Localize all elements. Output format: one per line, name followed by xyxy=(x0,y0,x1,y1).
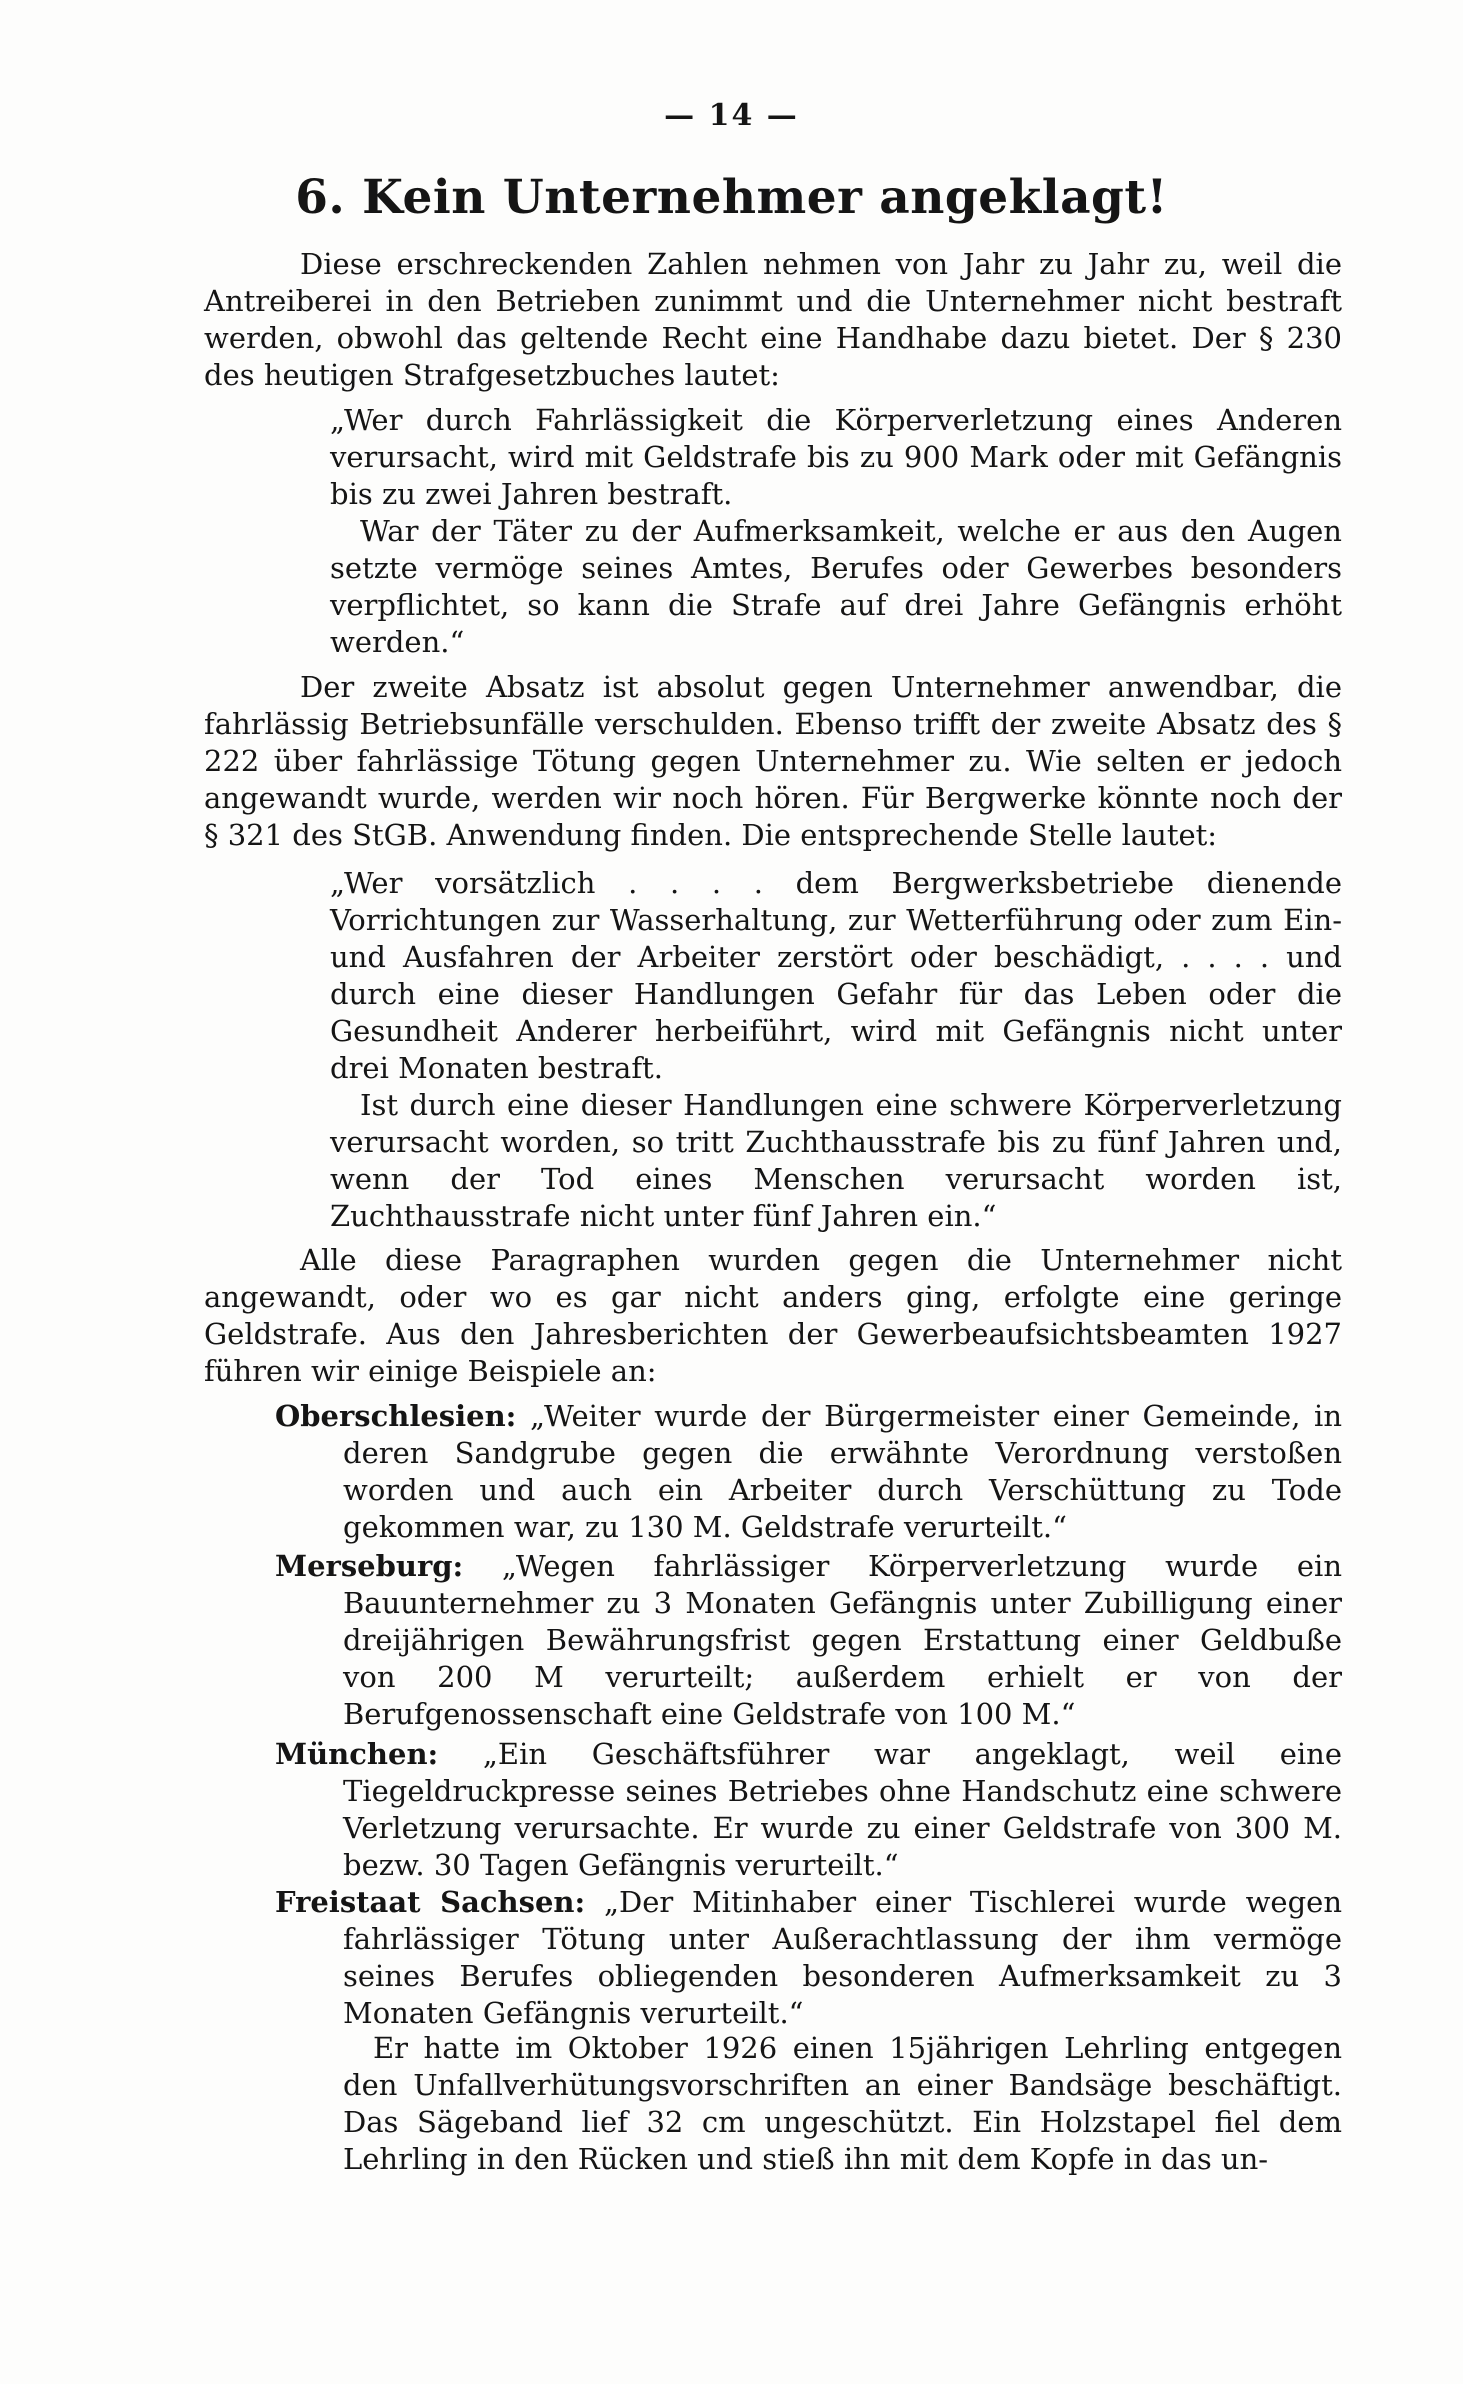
closing-text: Er hatte im Oktober 1926 einen 15jährigen Lehrling entgegen den Unfallverhütungsvorschriften an einer Bandsäge beschäftigt. Das Sägeband lief 32 cm ungeschützt. Ein Holzstapel fiel dem Lehrling in den Rücken und stieß ihn mit dem Kopfe in das un- xyxy=(343,2031,1342,2176)
middle-text: Der zweite Absatz ist absolut gegen Unternehmer anwendbar, die fahrlässig Betriebsunfälle verschulden. Ebenso trifft der zweite Absatz des § 222 über fahrlässige Tötung gegen Unternehmer zu. Wie selten er jedoch angewandt wurde, werden wir noch hören. Für Bergwerke könnte noch der § 321 des StGB. Anwendung finden. Die entsprechende Stelle lautet: xyxy=(204,670,1342,852)
page-number: — 14 — xyxy=(664,98,799,133)
quote-321-first: „Wer vorsätzlich . . . . dem Bergwerksbetriebe dienende Vorrichtungen zur Wasserhaltung, zur Wetterführung oder zum Ein- und Ausfahren der Arbeiter zerstört oder beschädigt, . . . . und durch eine dieser Handlungen Gefahr für das Leben oder die Gesundheit Anderer herbeiführt, wird mit Gefängnis nicht unter drei Monaten bestraft. xyxy=(330,866,1342,1085)
example-oberschlesien-text: „Weiter wurde der Bürgermeister einer Gemeinde, in deren Sandgrube gegen die erwähnte Verordnung verstoßen worden und auch ein Arbeiter durch Verschüttung zu Tode gekommen war, zu 130 M. Geldstrafe verurteilt.“ xyxy=(343,1399,1342,1544)
conclusion-paragraph xyxy=(204,1242,1342,1390)
quote-230-first: „Wer durch Fahrlässigkeit die Körperverletzung eines Anderen verursacht, wird mit Geldstrafe bis zu 900 Mark oder mit Gefängnis bis zu zwei Jahren bestraft. xyxy=(330,403,1342,511)
intro-paragraph xyxy=(204,246,1342,394)
example-merseburg xyxy=(275,1548,1342,1733)
quote-321-second: Ist durch eine dieser Handlungen eine schwere Körperverletzung verursacht worden, so tritt Zuchthausstrafe bis zu fünf Jahren und, wenn der Tod eines Menschen verursacht worden ist, Zuchthausstrafe nicht unter fünf Jahren ein.“ xyxy=(330,1088,1342,1233)
example-muenchen-text: „Ein Geschäftsführer war angeklagt, weil eine Tiegeldruckpresse seines Betriebes ohne Handschutz eine schwere Verletzung verursachte. Er wurde zu einer Geldstrafe von 300 M. bezw. 30 Tagen Gefängnis verurteilt.“ xyxy=(343,1737,1342,1882)
example-muenchen xyxy=(275,1736,1342,1884)
quote-paragraph-230 xyxy=(330,402,1342,661)
example-oberschlesien-title: Oberschlesien: xyxy=(275,1399,517,1433)
quote-230-second: War der Täter zu der Aufmerksamkeit, welche er aus den Augen setzte vermöge seines Amtes, Berufes oder Gewerbes besonders verpflichtet, so kann die Strafe auf drei Jahre Gefängnis erhöht werden.“ xyxy=(330,514,1342,659)
example-oberschlesien-body xyxy=(275,1398,1342,1546)
conclusion-text: Alle diese Paragraphen wurden gegen die Unternehmer nicht angewandt, oder wo es gar nicht anders ging, erfolgte eine geringe Geldstrafe. Aus den Jahresberichten der Gewerbeaufsichtsbeamten 1927 führen wir einige Beispiele an: xyxy=(204,1243,1342,1388)
quote-paragraph-321 xyxy=(330,865,1342,1235)
middle-paragraph xyxy=(204,669,1342,854)
closing-paragraph xyxy=(343,2030,1342,2178)
example-merseburg-body xyxy=(275,1548,1342,1733)
example-sachsen xyxy=(275,1884,1342,2032)
example-sachsen-text: „Der Mitinhaber einer Tischlerei wurde wegen fahrlässiger Tötung unter Außerachtlassung der ihm vermöge seines Berufes obliegenden besonderen Aufmerksamkeit zu 3 Monaten Gefängnis verurteilt.“ xyxy=(343,1885,1342,2030)
example-oberschlesien xyxy=(275,1398,1342,1546)
section-heading: 6. Kein Unternehmer angeklagt! xyxy=(295,170,1168,225)
intro-text: Diese erschreckenden Zahlen nehmen von Jahr zu Jahr zu, weil die Antreiberei in den Betrieben zunimmt und die Unternehmer nicht bestraft werden, obwohl das geltende Recht eine Handhabe dazu bietet. Der § 230 des heutigen Strafgesetzbuches lautet: xyxy=(204,247,1342,392)
example-sachsen-title: Freistaat Sachsen: xyxy=(275,1885,586,1919)
example-merseburg-title: Merseburg: xyxy=(275,1549,464,1583)
example-sachsen-body xyxy=(275,1884,1342,2032)
example-merseburg-text: „Wegen fahrlässiger Körperverletzung wurde ein Bauunternehmer zu 3 Monaten Gefängnis unter Zubilligung einer dreijährigen Bewährungsfrist gegen Erstattung einer Geldbuße von 200 M verurteilt; außerdem erhielt er von der Berufgenossenschaft eine Geldstrafe von 100 M.“ xyxy=(343,1549,1342,1731)
example-muenchen-title: München: xyxy=(275,1737,439,1771)
example-muenchen-body xyxy=(275,1736,1342,1884)
